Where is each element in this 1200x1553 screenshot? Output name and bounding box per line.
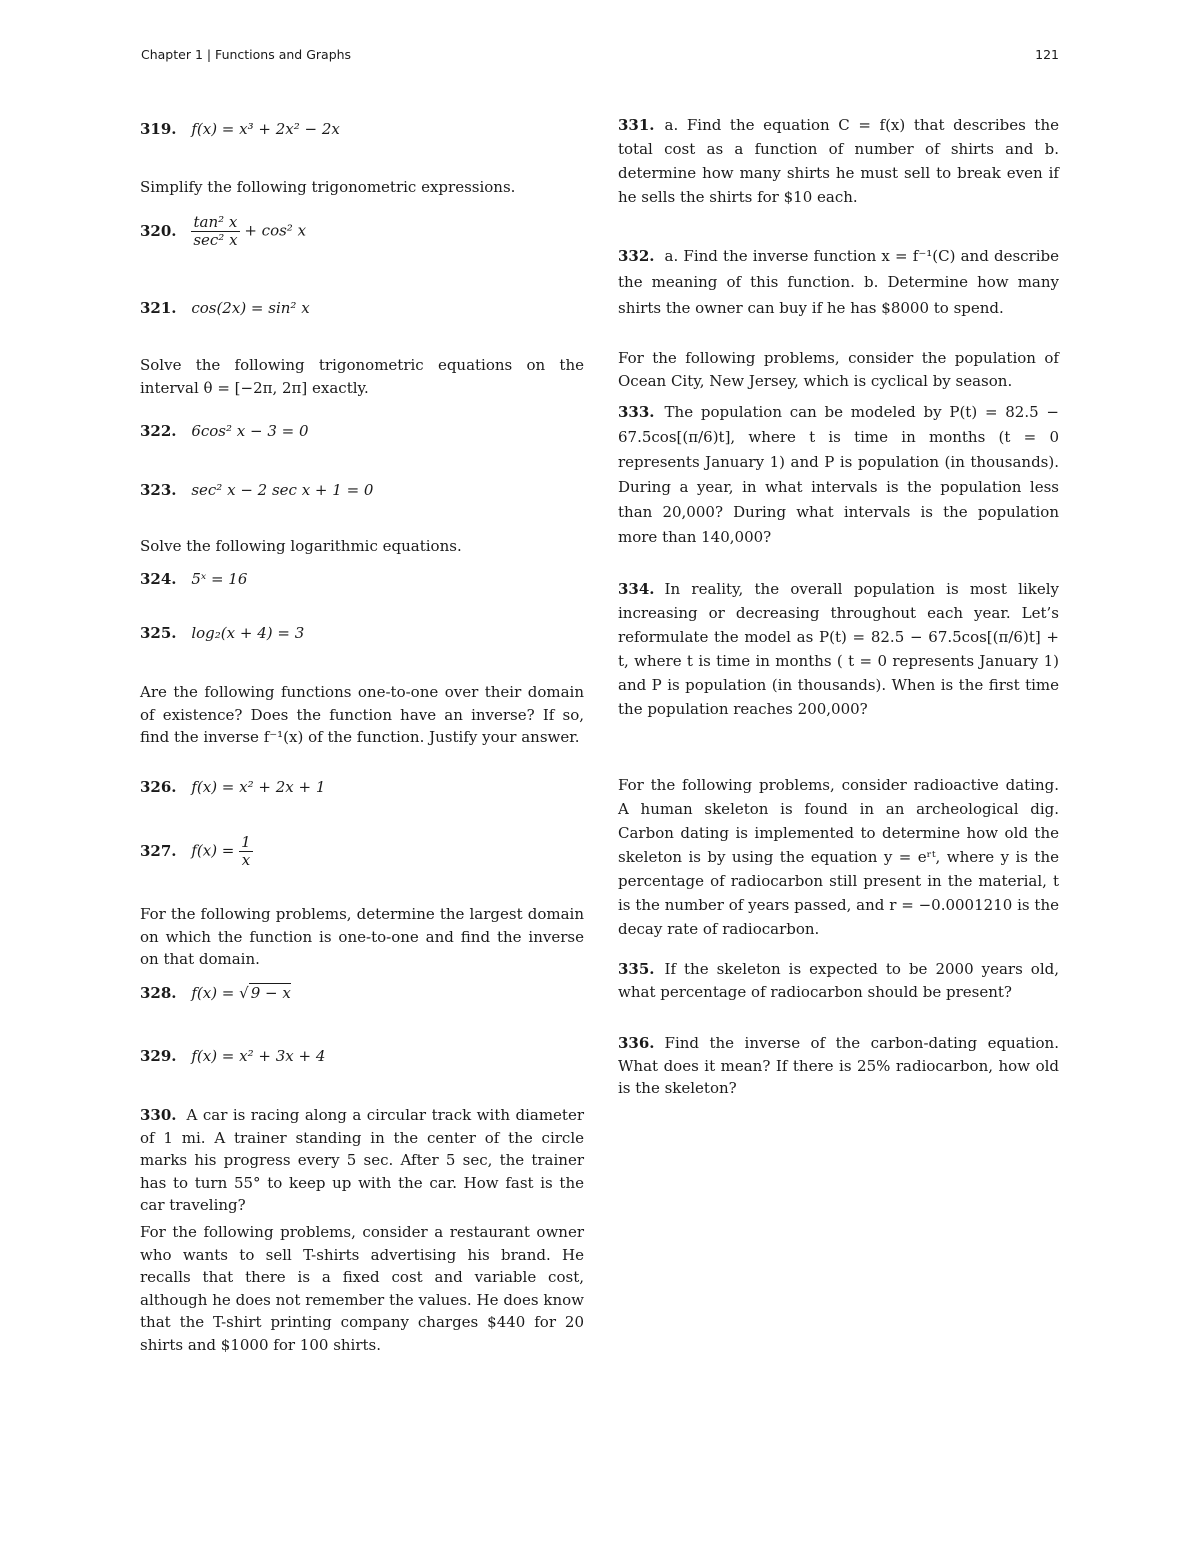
problem-text: In reality, the overall population is most likely increasing or decreasing throughout each year. Let’s reformulate the model as P(t) = 82.5 − 67.5cos[(π/6)t] + t, where t is time in months ( t = 0 represents January 1) and P is population (in thousands). When is the first time the population reaches 200,000? [618,580,1059,718]
problem-number: 322. [140,422,177,440]
problem-text: If the skeleton is expected to be 2000 years old, what percentage of radiocarbon should be present? [618,960,1059,1001]
problem-number: 324. [140,570,177,588]
chapter-title: Chapter 1 | Functions and Graphs [141,47,352,62]
problem-336 [618,1032,1059,1100]
problem-323 [140,479,584,502]
intro-carbon: For the following problems, consider radioactive dating. A human skeleton is found in an archeological dig. Carbon dating is implemented to determine how old the skeleton is by using the equation y = eʳᵗ, where y is the percentage of radiocarbon still present in the material, t is the number of years passed, and r = −0.0001210 is the decay rate of radiocarbon. [618,776,1059,938]
problem-expression: f(x) = x² + 3x + 4 [191,1047,326,1065]
intro-log: Solve the following logarithmic equations. [140,537,462,555]
problem-expression: sec² x − 2 sec x + 1 = 0 [191,481,374,499]
problem-expression: f(x) = x³ + 2x² − 2x [191,120,340,138]
problem-327 [140,834,584,869]
problem-expression: + cos² x [244,221,307,240]
problem-number: 326. [140,778,177,796]
problem-320 [140,214,584,249]
problem-text: a. Find the inverse function x = f⁻¹(C) and describe the meaning of this function. b. Determine how many shirts the owner can buy if he has $8000 to spend. [618,247,1059,317]
problem-number: 330. [140,1106,177,1124]
problem-334 [618,577,1059,721]
problem-number: 336. [618,1034,655,1052]
problem-expression: cos(2x) = sin² x [191,299,310,317]
problem-333 [618,400,1059,550]
problem-331 [618,113,1059,209]
problem-number: 321. [140,299,177,317]
problem-number: 332. [618,247,655,265]
intro-domain: For the following problems, determine the largest domain on which the function is one-to-one and find the inverse on that domain. [140,905,584,968]
problem-324 [140,568,584,591]
intro-one-to-one: Are the following functions one-to-one over their domain of existence? Does the function have an inverse? If so, find the inverse f⁻¹(x) of the function. Justify your answer. [140,683,584,746]
page-number: 121 [1035,47,1059,62]
fraction [191,214,239,249]
problem-330 [140,1104,584,1217]
problem-number: 328. [140,984,177,1002]
problem-number: 334. [618,580,655,598]
problem-number: 323. [140,481,177,499]
problem-text: Find the inverse of the carbon-dating equation. What does it mean? If there is 25% radiocarbon, how old is the skeleton? [618,1034,1059,1097]
intro-tshirts: For the following problems, consider a restaurant owner who wants to sell T-shirts advertising his brand. He recalls that there is a fixed cost and variable cost, although he does not remember the values. He does know that the T-shirt printing company charges $440 for 20 shirts and $1000 for 100 shirts. [140,1223,584,1354]
problem-number: 329. [140,1047,177,1065]
problem-326 [140,776,584,799]
fraction-denominator: x [241,851,251,869]
problem-325 [140,622,584,645]
problem-328 [140,982,584,1005]
problem-319 [140,118,584,141]
page-header [141,47,1059,67]
fraction-numerator: 1 [241,833,251,851]
problem-expression: 6cos² x − 3 = 0 [191,422,309,440]
problem-expression: f(x) = √ [191,984,249,1002]
problem-number: 319. [140,120,177,138]
fraction-denominator: sec² x [193,231,238,249]
problem-number: 335. [618,960,655,978]
intro-population: For the following problems, consider the population of Ocean City, New Jersey, which is cyclical by season. [618,349,1059,390]
problem-number: 325. [140,624,177,642]
problem-329 [140,1045,584,1068]
problem-321 [140,297,584,320]
radicand: 9 − x [250,984,291,1002]
problem-number: 333. [618,403,655,421]
problem-text: a. Find the equation C = f(x) that describes the total cost as a function of number of shirts and b. determine how many shirts he must sell to break even if he sells the shirts for $10 each. [618,116,1059,206]
problem-text: A car is racing along a circular track with diameter of 1 mi. A trainer standing in the center of the circle marks his progress every 5 sec. After 5 sec, the trainer has to turn 55° to keep up with the car. How fast is the car traveling? [140,1106,584,1214]
problem-332 [618,243,1059,321]
fraction [239,834,253,869]
problem-322 [140,420,584,443]
problem-expression: f(x) = [191,841,235,860]
problem-number: 320. [140,221,177,240]
problem-expression: f(x) = x² + 2x + 1 [191,778,326,796]
intro-trig-simplify: Simplify the following trigonometric expressions. [140,178,516,196]
problem-number: 327. [140,841,177,860]
problem-expression: log₂(x + 4) = 3 [191,624,305,642]
problem-number: 331. [618,116,655,134]
fraction-numerator: tan² x [191,214,239,232]
problem-text: The population can be modeled by P(t) = 82.5 − 67.5cos[(π/6)t], where t is time in months (t = 0 represents January 1) and P is population (in thousands). During a year, in what intervals is the population less than 20,000? During what intervals is the population more than 140,000? [618,403,1059,546]
problem-expression: 5ˣ = 16 [191,570,248,588]
problem-335 [618,958,1059,1003]
intro-trig-solve: Solve the following trigonometric equations on the interval θ = [−2π, 2π] exactly. [140,356,584,397]
